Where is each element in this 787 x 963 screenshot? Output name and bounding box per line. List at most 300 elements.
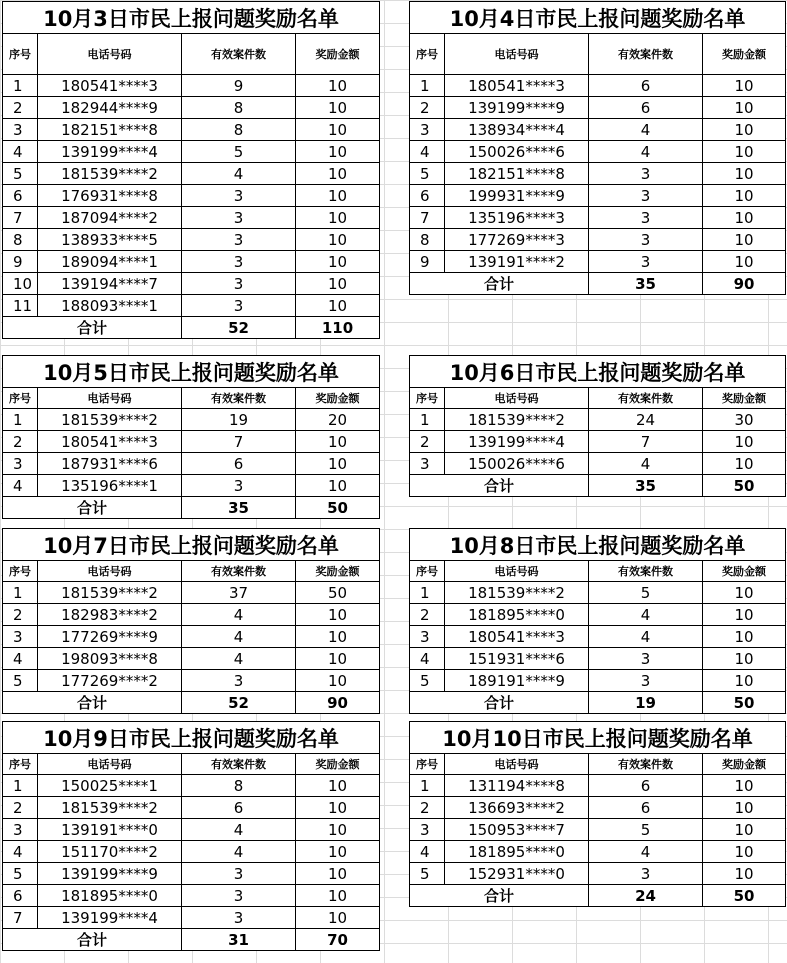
amount-cell: 10 — [703, 97, 786, 119]
amount-cell: 30 — [703, 409, 786, 431]
seq-cell: 8 — [410, 229, 445, 251]
table-title: 10月8日市民上报问题奖励名单 — [410, 529, 786, 561]
reward-table — [2, 721, 380, 951]
header-amount: 奖励金额 — [703, 561, 786, 582]
amount-cell: 10 — [296, 97, 380, 119]
seq-cell: 8 — [3, 229, 38, 251]
header-amount: 奖励金额 — [296, 754, 380, 775]
table-row — [410, 97, 786, 119]
total-row — [3, 692, 380, 714]
cases-cell: 4 — [182, 163, 296, 185]
cases-cell: 8 — [182, 119, 296, 141]
total-row — [410, 885, 786, 907]
seq-cell: 3 — [410, 453, 445, 475]
phone-cell: 136693****2 — [445, 797, 589, 819]
cases-cell: 3 — [182, 863, 296, 885]
phone-cell: 180541****3 — [38, 75, 182, 97]
amount-cell: 10 — [296, 626, 380, 648]
header-amount: 奖励金额 — [703, 34, 786, 75]
cases-cell: 4 — [589, 141, 703, 163]
table-row — [3, 273, 380, 295]
table-row — [410, 775, 786, 797]
reward-table-oct-3 — [2, 1, 380, 339]
reward-table-oct-5 — [2, 355, 380, 519]
phone-cell: 150953****7 — [445, 819, 589, 841]
reward-table — [409, 1, 786, 295]
total-amount: 110 — [296, 317, 380, 339]
reward-table — [2, 528, 380, 714]
table-row — [3, 841, 380, 863]
header-seq: 序号 — [410, 34, 445, 75]
cases-cell: 6 — [589, 797, 703, 819]
cases-cell: 5 — [182, 141, 296, 163]
seq-cell: 1 — [3, 75, 38, 97]
amount-cell: 10 — [296, 775, 380, 797]
phone-cell: 181539****2 — [445, 582, 589, 604]
header-seq: 序号 — [3, 754, 38, 775]
table-title: 10月6日市民上报问题奖励名单 — [410, 356, 786, 388]
phone-cell: 131194****8 — [445, 775, 589, 797]
amount-cell: 10 — [703, 582, 786, 604]
phone-cell: 189094****1 — [38, 251, 182, 273]
phone-cell: 135196****3 — [445, 207, 589, 229]
seq-cell: 6 — [3, 185, 38, 207]
seq-cell: 4 — [3, 475, 38, 497]
table-title: 10月5日市民上报问题奖励名单 — [3, 356, 380, 388]
table-row — [3, 885, 380, 907]
reward-table-oct-9 — [2, 721, 380, 951]
cases-cell: 3 — [589, 207, 703, 229]
phone-cell: 151931****6 — [445, 648, 589, 670]
cases-cell: 4 — [589, 453, 703, 475]
amount-cell: 20 — [296, 409, 380, 431]
table-row — [3, 670, 380, 692]
seq-cell: 9 — [3, 251, 38, 273]
table-row — [410, 251, 786, 273]
cases-cell: 3 — [589, 229, 703, 251]
header-seq: 序号 — [410, 388, 445, 409]
amount-cell: 10 — [703, 453, 786, 475]
total-cases: 19 — [589, 692, 703, 714]
amount-cell: 10 — [296, 841, 380, 863]
total-cases: 35 — [182, 497, 296, 519]
table-row — [3, 797, 380, 819]
table-row — [410, 863, 786, 885]
total-cases: 35 — [589, 273, 703, 295]
cases-cell: 3 — [589, 163, 703, 185]
cases-cell: 6 — [182, 453, 296, 475]
table-row — [3, 163, 380, 185]
seq-cell: 1 — [3, 775, 38, 797]
seq-cell: 4 — [3, 141, 38, 163]
header-row — [3, 34, 380, 75]
amount-cell: 10 — [296, 475, 380, 497]
table-row — [410, 141, 786, 163]
cases-cell: 24 — [589, 409, 703, 431]
cases-cell: 7 — [589, 431, 703, 453]
header-row — [3, 388, 380, 409]
seq-cell: 4 — [3, 648, 38, 670]
seq-cell: 4 — [410, 841, 445, 863]
header-seq: 序号 — [410, 754, 445, 775]
total-label: 合计 — [410, 692, 589, 714]
phone-cell: 180541****3 — [445, 75, 589, 97]
table-row — [410, 648, 786, 670]
table-row — [410, 409, 786, 431]
phone-cell: 181539****2 — [38, 163, 182, 185]
amount-cell: 10 — [703, 163, 786, 185]
header-cases: 有效案件数 — [182, 754, 296, 775]
total-label: 合计 — [410, 273, 589, 295]
amount-cell: 10 — [296, 819, 380, 841]
table-row — [3, 141, 380, 163]
table-row — [3, 907, 380, 929]
header-cases: 有效案件数 — [589, 34, 703, 75]
seq-cell: 5 — [410, 863, 445, 885]
phone-cell: 150025****1 — [38, 775, 182, 797]
table-row — [410, 453, 786, 475]
seq-cell: 2 — [3, 97, 38, 119]
cases-cell: 3 — [589, 648, 703, 670]
amount-cell: 10 — [296, 229, 380, 251]
header-row — [410, 388, 786, 409]
cases-cell: 3 — [182, 185, 296, 207]
total-label: 合计 — [3, 497, 182, 519]
seq-cell: 5 — [3, 163, 38, 185]
cases-cell: 3 — [182, 907, 296, 929]
seq-cell: 7 — [3, 907, 38, 929]
table-row — [410, 119, 786, 141]
cases-cell: 7 — [182, 431, 296, 453]
phone-cell: 139199****9 — [38, 863, 182, 885]
header-seq: 序号 — [3, 34, 38, 75]
cases-cell: 37 — [182, 582, 296, 604]
table-row — [3, 251, 380, 273]
table-row — [3, 863, 380, 885]
cases-cell: 3 — [182, 670, 296, 692]
phone-cell: 139194****7 — [38, 273, 182, 295]
seq-cell: 1 — [410, 775, 445, 797]
table-row — [410, 229, 786, 251]
amount-cell: 10 — [296, 453, 380, 475]
table-row — [3, 819, 380, 841]
table-row — [3, 775, 380, 797]
header-phone: 电话号码 — [38, 754, 182, 775]
amount-cell: 10 — [296, 797, 380, 819]
amount-cell: 10 — [703, 207, 786, 229]
phone-cell: 150026****6 — [445, 453, 589, 475]
total-cases: 52 — [182, 692, 296, 714]
total-row — [410, 692, 786, 714]
table-row — [410, 431, 786, 453]
header-cases: 有效案件数 — [589, 388, 703, 409]
amount-cell: 10 — [703, 185, 786, 207]
cases-cell: 4 — [589, 604, 703, 626]
table-title: 10月7日市民上报问题奖励名单 — [3, 529, 380, 561]
phone-cell: 177269****2 — [38, 670, 182, 692]
seq-cell: 11 — [3, 295, 38, 317]
cases-cell: 4 — [182, 819, 296, 841]
phone-cell: 187094****2 — [38, 207, 182, 229]
cases-cell: 4 — [182, 626, 296, 648]
seq-cell: 1 — [410, 582, 445, 604]
amount-cell: 10 — [703, 604, 786, 626]
header-cases: 有效案件数 — [182, 34, 296, 75]
amount-cell: 10 — [703, 648, 786, 670]
phone-cell: 138934****4 — [445, 119, 589, 141]
header-cases: 有效案件数 — [182, 561, 296, 582]
reward-table-oct-6 — [409, 355, 786, 497]
seq-cell: 3 — [3, 453, 38, 475]
total-label: 合计 — [3, 317, 182, 339]
reward-table — [2, 355, 380, 519]
header-phone: 电话号码 — [445, 388, 589, 409]
amount-cell: 10 — [296, 75, 380, 97]
seq-cell: 4 — [3, 841, 38, 863]
amount-cell: 10 — [703, 797, 786, 819]
amount-cell: 10 — [296, 431, 380, 453]
seq-cell: 6 — [410, 185, 445, 207]
cases-cell: 4 — [589, 119, 703, 141]
cases-cell: 8 — [182, 775, 296, 797]
total-cases: 24 — [589, 885, 703, 907]
seq-cell: 9 — [410, 251, 445, 273]
header-amount: 奖励金额 — [296, 34, 380, 75]
amount-cell: 10 — [296, 163, 380, 185]
total-amount: 50 — [703, 475, 786, 497]
table-row — [3, 119, 380, 141]
table-row — [3, 475, 380, 497]
total-amount: 50 — [703, 885, 786, 907]
reward-table — [2, 1, 380, 339]
table-row — [3, 431, 380, 453]
total-label: 合计 — [410, 475, 589, 497]
header-cases: 有效案件数 — [182, 388, 296, 409]
header-phone: 电话号码 — [445, 754, 589, 775]
cases-cell: 19 — [182, 409, 296, 431]
cases-cell: 4 — [182, 648, 296, 670]
amount-cell: 10 — [703, 75, 786, 97]
phone-cell: 181895****0 — [445, 841, 589, 863]
header-amount: 奖励金额 — [296, 561, 380, 582]
reward-table-oct-10 — [409, 721, 786, 907]
cases-cell: 6 — [589, 75, 703, 97]
amount-cell: 10 — [296, 119, 380, 141]
amount-cell: 10 — [296, 207, 380, 229]
seq-cell: 3 — [410, 119, 445, 141]
seq-cell: 3 — [3, 119, 38, 141]
phone-cell: 181539****2 — [38, 797, 182, 819]
seq-cell: 6 — [3, 885, 38, 907]
cases-cell: 6 — [182, 797, 296, 819]
total-cases: 35 — [589, 475, 703, 497]
amount-cell: 10 — [296, 295, 380, 317]
cases-cell: 3 — [589, 863, 703, 885]
cases-cell: 5 — [589, 819, 703, 841]
table-row — [3, 582, 380, 604]
header-row — [3, 561, 380, 582]
table-row — [3, 409, 380, 431]
seq-cell: 5 — [3, 670, 38, 692]
phone-cell: 188093****1 — [38, 295, 182, 317]
seq-cell: 2 — [410, 604, 445, 626]
phone-cell: 181895****0 — [445, 604, 589, 626]
seq-cell: 7 — [3, 207, 38, 229]
table-row — [3, 295, 380, 317]
amount-cell: 10 — [703, 251, 786, 273]
seq-cell: 2 — [3, 431, 38, 453]
seq-cell: 10 — [3, 273, 38, 295]
phone-cell: 177269****3 — [445, 229, 589, 251]
header-cases: 有效案件数 — [589, 561, 703, 582]
table-row — [410, 163, 786, 185]
phone-cell: 182983****2 — [38, 604, 182, 626]
reward-table — [409, 721, 786, 907]
phone-cell: 150026****6 — [445, 141, 589, 163]
phone-cell: 198093****8 — [38, 648, 182, 670]
total-label: 合计 — [410, 885, 589, 907]
reward-table-oct-7 — [2, 528, 380, 714]
amount-cell: 10 — [296, 604, 380, 626]
reward-table-oct-8 — [409, 528, 786, 714]
amount-cell: 10 — [296, 670, 380, 692]
amount-cell: 10 — [296, 907, 380, 929]
phone-cell: 181895****0 — [38, 885, 182, 907]
header-cases: 有效案件数 — [589, 754, 703, 775]
amount-cell: 50 — [296, 582, 380, 604]
table-row — [3, 229, 380, 251]
header-phone: 电话号码 — [38, 34, 182, 75]
header-row — [3, 754, 380, 775]
cases-cell: 3 — [182, 251, 296, 273]
table-row — [410, 819, 786, 841]
table-row — [3, 626, 380, 648]
table-row — [410, 582, 786, 604]
header-phone: 电话号码 — [38, 388, 182, 409]
header-phone: 电话号码 — [445, 34, 589, 75]
amount-cell: 10 — [296, 273, 380, 295]
cases-cell: 3 — [182, 207, 296, 229]
seq-cell: 2 — [3, 797, 38, 819]
cases-cell: 9 — [182, 75, 296, 97]
seq-cell: 2 — [3, 604, 38, 626]
phone-cell: 189191****9 — [445, 670, 589, 692]
seq-cell: 1 — [3, 409, 38, 431]
seq-cell: 4 — [410, 648, 445, 670]
table-row — [410, 841, 786, 863]
phone-cell: 135196****1 — [38, 475, 182, 497]
header-amount: 奖励金额 — [296, 388, 380, 409]
table-row — [3, 75, 380, 97]
phone-cell: 181539****2 — [445, 409, 589, 431]
total-row — [410, 475, 786, 497]
amount-cell: 10 — [703, 229, 786, 251]
seq-cell: 3 — [3, 626, 38, 648]
cases-cell: 6 — [589, 97, 703, 119]
total-amount: 90 — [296, 692, 380, 714]
table-row — [410, 207, 786, 229]
amount-cell: 10 — [296, 885, 380, 907]
amount-cell: 10 — [703, 141, 786, 163]
seq-cell: 4 — [410, 141, 445, 163]
cases-cell: 5 — [589, 582, 703, 604]
phone-cell: 181539****2 — [38, 409, 182, 431]
table-row — [410, 797, 786, 819]
seq-cell: 1 — [3, 582, 38, 604]
total-amount: 50 — [703, 692, 786, 714]
seq-cell: 2 — [410, 431, 445, 453]
cases-cell: 3 — [182, 229, 296, 251]
cases-cell: 4 — [589, 841, 703, 863]
phone-cell: 139199****4 — [38, 141, 182, 163]
phone-cell: 182151****8 — [445, 163, 589, 185]
cases-cell: 4 — [182, 604, 296, 626]
phone-cell: 139199****4 — [38, 907, 182, 929]
phone-cell: 181539****2 — [38, 582, 182, 604]
amount-cell: 10 — [296, 648, 380, 670]
phone-cell: 182151****8 — [38, 119, 182, 141]
cases-cell: 3 — [182, 475, 296, 497]
phone-cell: 151170****2 — [38, 841, 182, 863]
table-row — [3, 604, 380, 626]
phone-cell: 139191****0 — [38, 819, 182, 841]
total-row — [3, 497, 380, 519]
phone-cell: 180541****3 — [445, 626, 589, 648]
table-row — [3, 453, 380, 475]
header-amount: 奖励金额 — [703, 388, 786, 409]
seq-cell: 1 — [410, 75, 445, 97]
seq-cell: 2 — [410, 797, 445, 819]
phone-cell: 152931****0 — [445, 863, 589, 885]
phone-cell: 176931****8 — [38, 185, 182, 207]
cases-cell: 8 — [182, 97, 296, 119]
amount-cell: 10 — [703, 626, 786, 648]
total-cases: 31 — [182, 929, 296, 951]
header-seq: 序号 — [410, 561, 445, 582]
amount-cell: 10 — [703, 119, 786, 141]
table-row — [3, 207, 380, 229]
total-amount: 70 — [296, 929, 380, 951]
reward-table — [409, 528, 786, 714]
seq-cell: 2 — [410, 97, 445, 119]
header-seq: 序号 — [3, 561, 38, 582]
table-title: 10月3日市民上报问题奖励名单 — [3, 2, 380, 34]
total-label: 合计 — [3, 929, 182, 951]
seq-cell: 5 — [410, 163, 445, 185]
total-amount: 90 — [703, 273, 786, 295]
total-cases: 52 — [182, 317, 296, 339]
total-row — [3, 317, 380, 339]
cases-cell: 3 — [182, 295, 296, 317]
header-phone: 电话号码 — [38, 561, 182, 582]
table-row — [3, 185, 380, 207]
amount-cell: 10 — [296, 251, 380, 273]
header-seq: 序号 — [3, 388, 38, 409]
seq-cell: 3 — [410, 819, 445, 841]
table-title: 10月9日市民上报问题奖励名单 — [3, 722, 380, 754]
cases-cell: 3 — [182, 273, 296, 295]
cases-cell: 3 — [182, 885, 296, 907]
table-title: 10月10日市民上报问题奖励名单 — [410, 722, 786, 754]
seq-cell: 7 — [410, 207, 445, 229]
seq-cell: 5 — [3, 863, 38, 885]
seq-cell: 3 — [3, 819, 38, 841]
total-row — [3, 929, 380, 951]
cases-cell: 4 — [182, 841, 296, 863]
table-title: 10月4日市民上报问题奖励名单 — [410, 2, 786, 34]
total-amount: 50 — [296, 497, 380, 519]
cases-cell: 3 — [589, 185, 703, 207]
